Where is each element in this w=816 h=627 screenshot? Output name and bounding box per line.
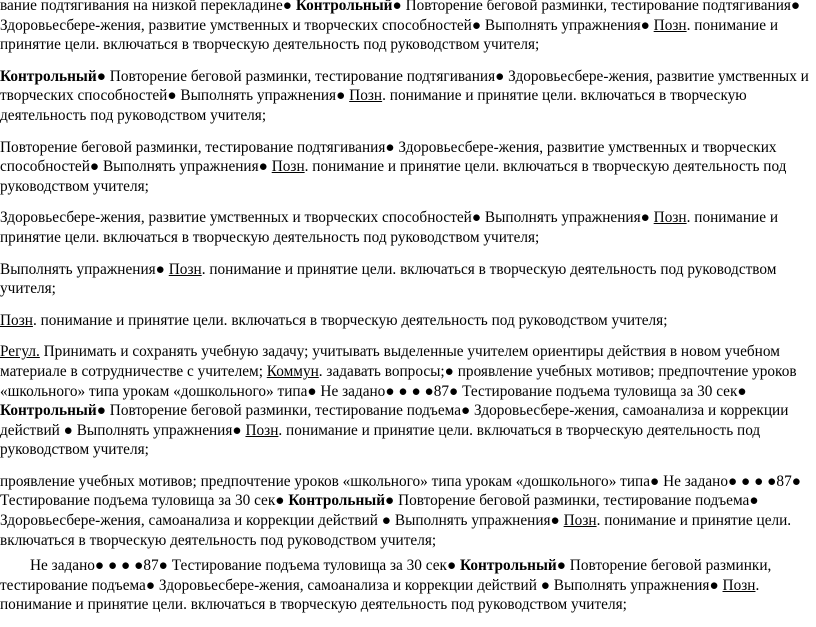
control-label: Контрольный <box>0 402 97 420</box>
control-label: Контрольный <box>288 492 386 510</box>
underlined-term: Регул. <box>0 343 40 361</box>
control-label: Контрольный <box>0 67 97 85</box>
paragraph-8 <box>0 472 812 550</box>
underlined-term: Позн <box>563 512 597 530</box>
text-run: проявление учебных мотивов; предпочтение уроков «школьного» типа урокам «дошкольного» типа● Не задано● ● ● ●87● Тестирование подъема туловища за 30 сек● <box>0 472 801 510</box>
underlined-term: Позн <box>245 421 279 439</box>
underlined-term: Позн <box>0 311 33 329</box>
text-run: вание подтягивания на низкой перекладине● <box>0 0 296 14</box>
paragraph-7 <box>0 342 812 460</box>
text-run: ● Повторение беговой разминки, тестирование подъема● Здоровьесбере-жения, самоанализа и коррекции действий ● Выполнять упражнения● <box>0 492 759 530</box>
text-run: Выполнять упражнения● <box>0 260 169 278</box>
paragraph-5 <box>0 260 812 299</box>
text-run: Повторение беговой разминки, тестирование подтягивания● Здоровьесбере-жения, развитие умственных и творческих способностей● Выполнять упражнения● <box>0 138 777 176</box>
underlined-term: Позн <box>168 260 202 278</box>
underlined-term: Позн <box>349 87 383 105</box>
text-run: . понимание и принятие цели. включаться в творческую деятельность под руководством учителя; <box>0 87 747 124</box>
text-run: . понимание и принятие цели. включаться в творческую деятельность под руководством учителя; <box>0 16 779 54</box>
underlined-term: Позн <box>722 576 756 594</box>
text-run: . понимание и принятие цели. включаться в творческую деятельность под руководством учителя; <box>0 260 777 298</box>
paragraph-1 <box>0 0 812 55</box>
text-run: . понимание и принятие цели. включаться в творческую деятельность под руководством учителя; <box>0 209 779 246</box>
text-run: . задавать вопросы;● проявление учебных мотивов; предпочтение уроков «школьного» типа урокам «дошкольного» типа● Не задано● ● ● ●87● Тестирование подъема туловища за 30 сек● <box>0 362 797 400</box>
text-run: ● Повторение беговой разминки, тестирование подтягивания● Здоровьесбере-жения, развитие умственных и творческих способностей● Выполнять упражнения● <box>0 0 801 34</box>
underlined-term: Позн <box>653 209 687 227</box>
control-label: Контрольный <box>460 557 557 575</box>
underlined-term: Позн <box>653 16 687 34</box>
text-run: ● Повторение беговой разминки, тестирование подъема● Здоровьесбере-жения, самоанализа и коррекции действий ● Выполнять упражнения● <box>0 557 772 594</box>
text-run: Принимать и сохранять учебную задачу; учитывать выделенные учителем ориентиры действия в новом учебном материале в сотрудничестве с учителем; <box>0 343 780 380</box>
text-run: Здоровьесбере-жения, развитие умственных и творческих способностей● Выполнять упражнения● <box>0 209 654 227</box>
underlined-term: Позн <box>271 158 305 176</box>
text-run: ● Повторение беговой разминки, тестирование подтягивания● Здоровьесбере-жения, развитие умственных и творческих способностей● Выполнять упражнения● <box>0 67 809 105</box>
text-run: . понимание и принятие цели. включаться в творческую деятельность под руководством учителя; <box>0 158 787 195</box>
paragraph-3 <box>0 138 812 197</box>
text-run: Не задано● ● ● ●87● Тестирование подъема туловища за 30 сек● <box>30 557 461 575</box>
paragraph-4 <box>0 208 812 247</box>
text-run: . понимание и принятие цели. включаться в творческую деятельность под руководством учителя; <box>0 576 760 614</box>
control-label: Контрольный <box>295 0 393 14</box>
text-run: . понимание и принятие цели. включаться в творческую деятельность под руководством учителя; <box>0 512 792 549</box>
paragraph-6 <box>0 311 812 331</box>
underlined-term: Коммун <box>266 362 319 380</box>
paragraph-2 <box>0 67 812 126</box>
text-run: . понимание и принятие цели. включаться в творческую деятельность под руководством учителя; <box>32 311 668 329</box>
text-run: ● Повторение беговой разминки, тестирование подъема● Здоровьесбере-жения, самоанализа и коррекции действий ● Выполнять упражнения● <box>0 402 789 439</box>
text-run: . понимание и принятие цели. включаться в творческую деятельность под руководством учителя; <box>0 421 761 459</box>
paragraph-9 <box>0 556 812 615</box>
